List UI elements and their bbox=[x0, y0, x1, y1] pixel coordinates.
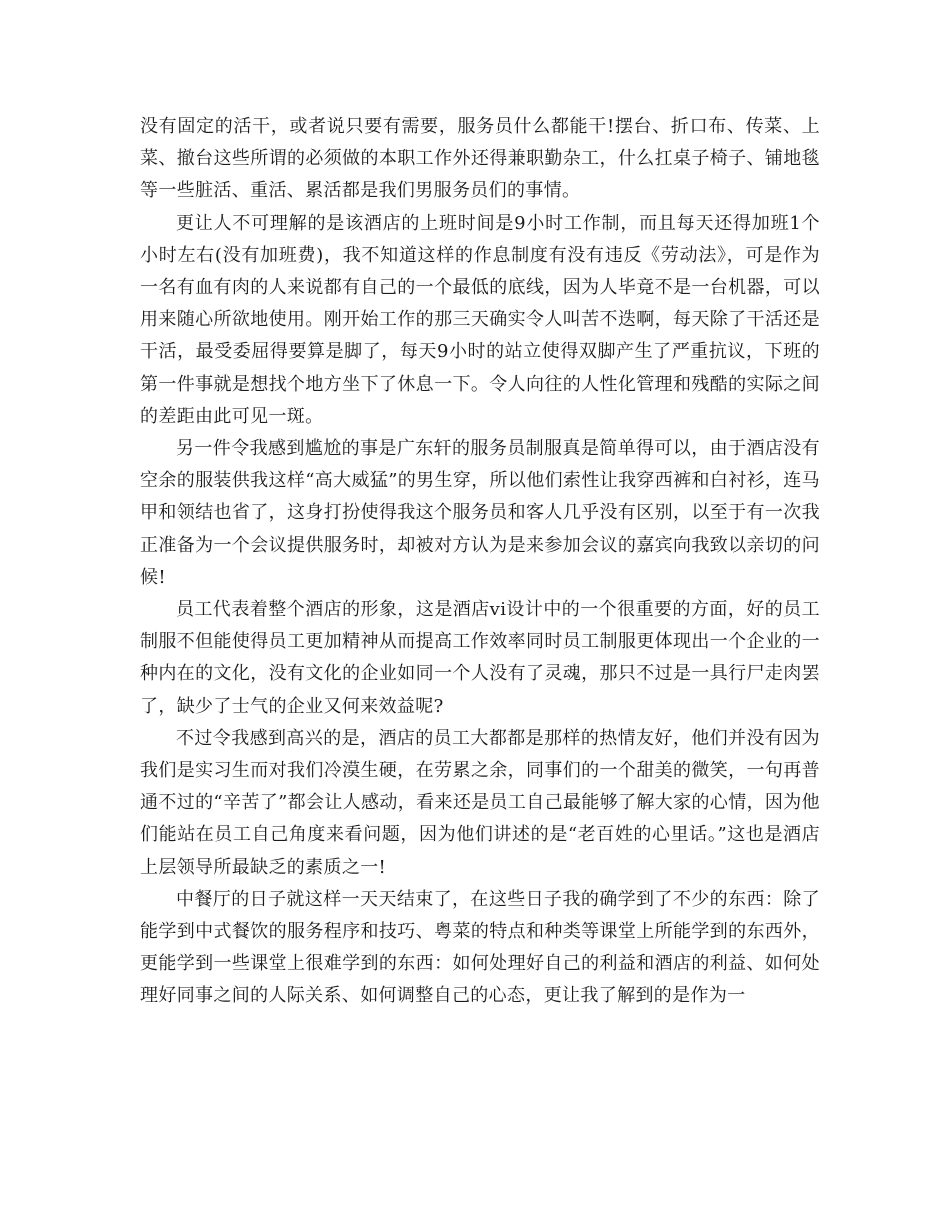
paragraph-hotel-image: 员工代表着整个酒店的形象，这是酒店vi设计中的一个很重要的方面，好的员工制服不但能使得员工更加精神从而提高工作效率同时员工制服更体现出一个企业的一种内在的文化，没有文化的企业如同一个人没有了灵魂，那只不过是一具行尸走肉罢了，缺少了士气的企业又何来效益呢? bbox=[140, 599, 820, 717]
paragraph-colleagues: 不过令我感到高兴的是，酒店的员工大都都是那样的热情友好，他们并没有因为我们是实习生而对我们冷漠生硬，在劳累之余，同事们的一个甜美的微笑，一句再普通不过的“辛苦了”都会让人感动，看来还是员工自己最能够了解大家的心情，因为他们能站在员工自己角度来看问题，因为他们讲述的是“老百姓的心里话。”这也是酒店上层领导所最缺乏的素质之一! bbox=[140, 727, 820, 878]
paragraph-lessons: 中餐厅的日子就这样一天天结束了，在这些日子我的确学到了不少的东西：除了能学到中式餐饮的服务程序和技巧、粤菜的特点和种类等课堂上所能学到的东西外，更能学到一些课堂上很难学到的东西：如何处理好自己的利益和酒店的利益、如何处理好同事之间的人际关系、如何调整自己的心态，更让我了解到的是作为一 bbox=[140, 888, 820, 1007]
paragraph-uniform: 另一件令我感到尴尬的事是广东轩的服务员制服真是简单得可以，由于酒店没有空余的服装供我这样“高大威猛”的男生穿，所以他们索性让我穿西裤和白衬衫，连马甲和领结也省了，这身打扮使得我这个服务员和客人几乎没有区别，以至于有一次我正准备为一个会议提供服务时，却被对方认为是来参加会议的嘉宾向我致以亲切的问候! bbox=[140, 438, 820, 588]
paragraph-work-hours: 更让人不可理解的是该酒店的上班时间是9小时工作制，而且每天还得加班1个小时左右(没有加班费)，我不知道这样的作息制度有没有违反《劳动法》，可是作为一名有血有肉的人来说都有自己的一个最低的底线，因为人毕竟不是一台机器，可以用来随心所欲地使用。刚开始工作的那三天确实令人叫苦不迭啊，每天除了干活还是干活，最受委屈得要算是脚了，每天9小时的站立使得双脚产生了严重抗议，下班的第一件事就是想找个地方坐下了休息一下。令人向往的人性化管理和残酷的实际之间的差距由此可见一斑。 bbox=[140, 212, 820, 427]
document-body bbox=[140, 111, 820, 1013]
paragraph-continued: 没有固定的活干，或者说只要有需要，服务员什么都能干!摆台、折口布、传菜、上菜、撤台这些所谓的必须做的本职工作外还得兼职勤杂工，什么扛桌子椅子、铺地毯等一些脏活、重活、累活都是我们男服务员们的事情。 bbox=[140, 116, 820, 202]
